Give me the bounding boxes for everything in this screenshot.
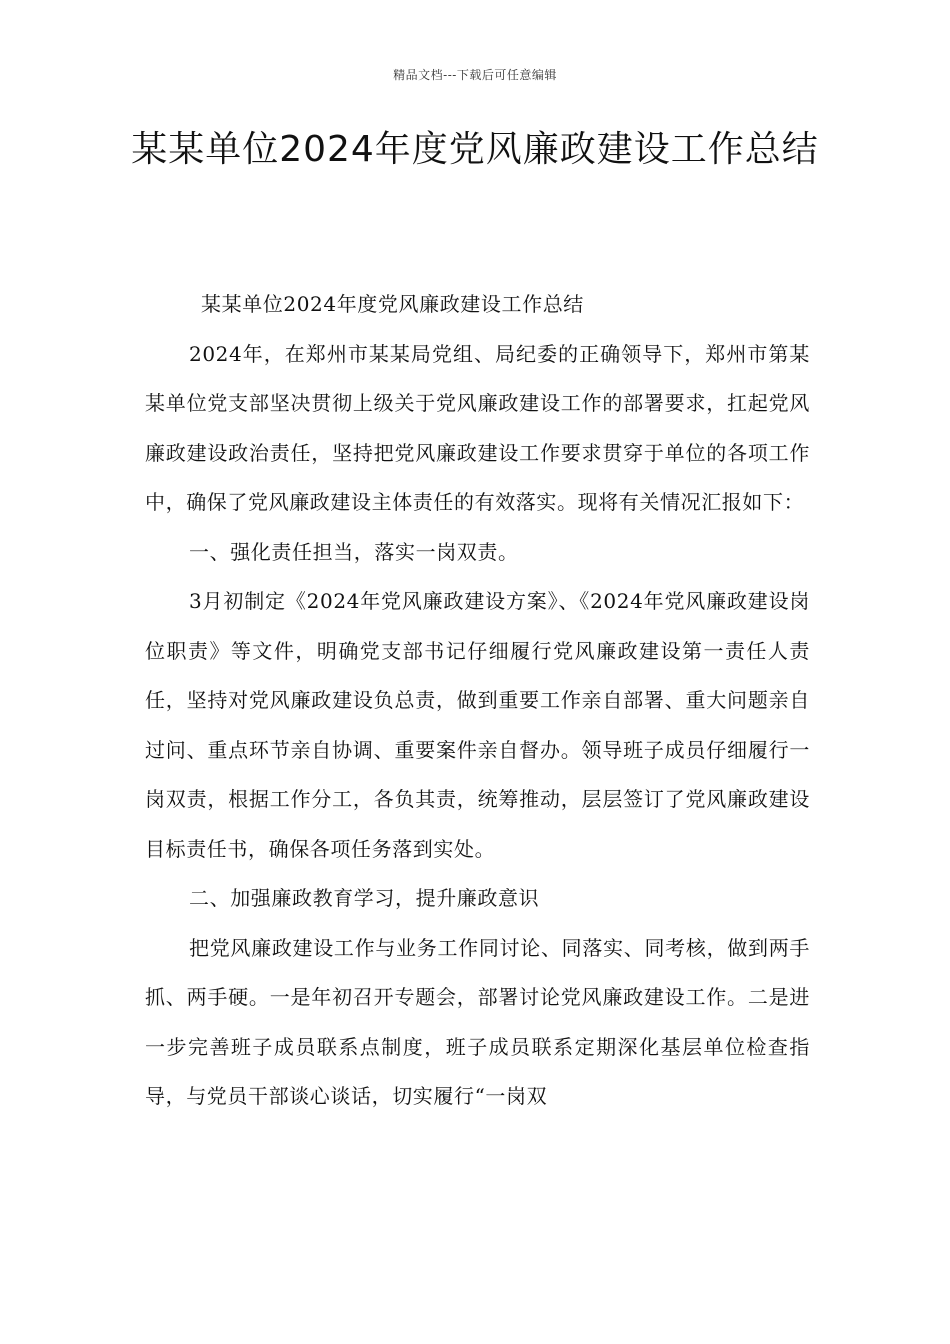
- intro-paragraph: 2024年，在郑州市某某局党组、局纪委的正确领导下，郑州市第某某单位党支部坚决贯彻上级关于党风廉政建设工作的部署要求，扛起党风廉政建设政治责任，坚持把党风廉政建设工作要求贯穿于单位的各项工作中，确保了党风廉政建设主体责任的有效落实。现将有关情况汇报如下：: [145, 341, 810, 514]
- section-heading-2: 二、加强廉政教育学习，提升廉政意识: [189, 886, 540, 910]
- section-heading-1: 一、强化责任担当，落实一岗双责。: [189, 539, 519, 564]
- document-title: 某某单位2024年度党风廉政建设工作总结: [131, 129, 819, 170]
- document-body: [145, 280, 810, 1122]
- section-2-paragraph: 把党风廉政建设工作与业务工作同讨论、同落实、同考核，做到两手抓、两手硬。一是年初召开专题会，部署讨论党风廉政建设工作。二是进一步完善班子成员联系点制度，班子成员联系定期深化基层单位检查指导，与党员干部谈心谈话，切实履行“一岗双: [145, 935, 810, 1108]
- section-1-paragraph: 3月初制定《2024年党风廉政建设方案》、《2024年党风廉政建设岗位职责》等文件，明确党支部书记仔细履行党风廉政建设第一责任人责任，坚持对党风廉政建设负总责，做到重要工作亲自部署、重大问题亲自过问、重点环节亲自协调、重要案件亲自督办。领导班子成员仔细履行一岗双责，根据工作分工，各负其责，统筹推动，层层签订了党风廉政建设目标责任书，确保各项任务落到实处。: [145, 589, 810, 861]
- page-header-note: 精品文档---下载后可任意编辑: [393, 68, 557, 82]
- document-subtitle: 某某单位2024年度党风廉政建设工作总结: [201, 292, 584, 316]
